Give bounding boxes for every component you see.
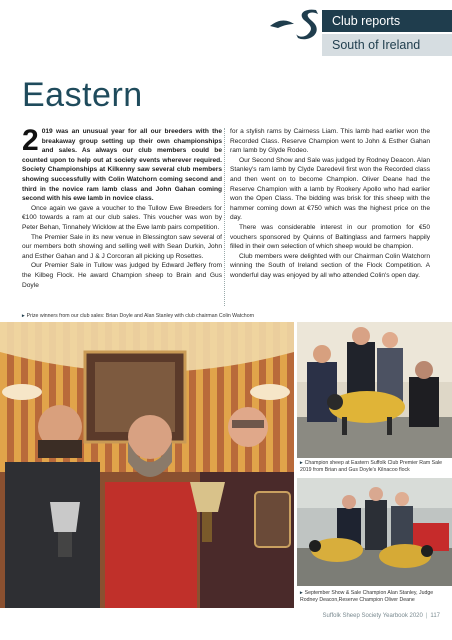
champion-sheep-image: [297, 322, 452, 458]
article-paragraph: Club members were delighted with our Chairman Colin Watchorn winning the South of Ireland section of the Flock Competition. A wonderful day was enjoyed by all who attended Colin's open day.: [230, 252, 430, 279]
article-paragraph: The Premier Sale in its new venue in Blessington saw several of our members both showing and selling well with Sean Durkin, John and Esther Gahan and J & J Corcoran all picking up Rosettes.: [22, 233, 222, 260]
article-paragraph: Our Second Show and Sale was judged by Rodney Deacon. Alan Stanley's ram lamb by Clyde Daredevil first won the Recorded class and then went on to become Champion. Oliver Deane had the Reserve Champion with a lamb by Rookery Apollo who had earlier won the Open Class. The bidding was brisk for this sheep with the hammer coming down at €750 which was the highest price on the day.: [230, 156, 430, 222]
champion-sheep-photo: [297, 322, 452, 458]
footer-separator: |: [425, 613, 428, 619]
caption-arrow-icon: ▸: [22, 313, 25, 319]
main-photo-caption: ▸ Prize winners from our club sales: Brian Doyle and Alan Stanley with club chairman Colin Watchorn: [22, 313, 255, 319]
section-band: Club reports: [322, 10, 452, 32]
publication-name: Suffolk Sheep Society Yearbook 2020: [322, 613, 423, 619]
page-number: 117: [430, 613, 440, 619]
champion-sheep-caption: ▸ Champion sheep at Eastern Suffolk Club Premier Ram Sale 2019 from Brian and Gus Doyle's Kilnacoo flock: [300, 460, 443, 473]
page-footer: [323, 613, 440, 619]
article-title: Eastern: [22, 76, 143, 114]
september-show-photo: [297, 478, 452, 586]
main-photo: [0, 322, 294, 608]
article-paragraph: for a stylish rams by Cairness Liam. This lamb had earlier won the Recorded Class. Reserve Champion went to John & Esther Gahan ram lamb by Glyde Rodeo.: [230, 128, 430, 155]
article-left-column: [22, 124, 222, 290]
caption-arrow-icon: ▸: [300, 460, 303, 466]
dropcap: 2: [22, 124, 39, 157]
region-band: South of Ireland: [322, 34, 452, 56]
article-paragraph: 2 019 was an unusual year for all our breeders with the breakaway group setting up their own championships and sales. As always our club members could be counted upon to help out at society events wherever required. Society Championships at Kilkenny saw several club members showing successfully with Colin Watchorn coming second and third in the novice ram lamb class and John Gahan coming second with his ewe lamb in novice class.: [22, 124, 222, 203]
society-logo-icon: [268, 6, 328, 40]
article-paragraph: Our Premier Sale in Tullow was judged by Edward Jeffery from the Kilbeg Flock. He award Champion sheep to Brain and Gus Doyle: [22, 262, 222, 289]
september-show-image: [297, 478, 452, 586]
article-paragraph: Once again we gave a voucher to the Tullow Ewe Breeders for €100 towards a ram at our club sales. This voucher was won by Peter Behan, Tinnahely Wicklow at the Ewe lamb pairs competition.: [22, 204, 222, 231]
article-paragraph: There was considerable interest in our promotion for €50 vouchers sponsored by Quinns of Baltinglass and farmers happily filled in their own selection of which sheep would be champion.: [230, 223, 430, 251]
caption-arrow-icon: ▸: [300, 590, 303, 596]
article-right-column: [230, 127, 430, 281]
column-divider: [224, 128, 225, 306]
september-show-caption: ▸ September Show & Sale Champion Alan Stanley, Judge Rodney Deacon,Reserve Champion Oliver Deane: [300, 590, 434, 603]
prize-winners-photo: [0, 322, 294, 608]
